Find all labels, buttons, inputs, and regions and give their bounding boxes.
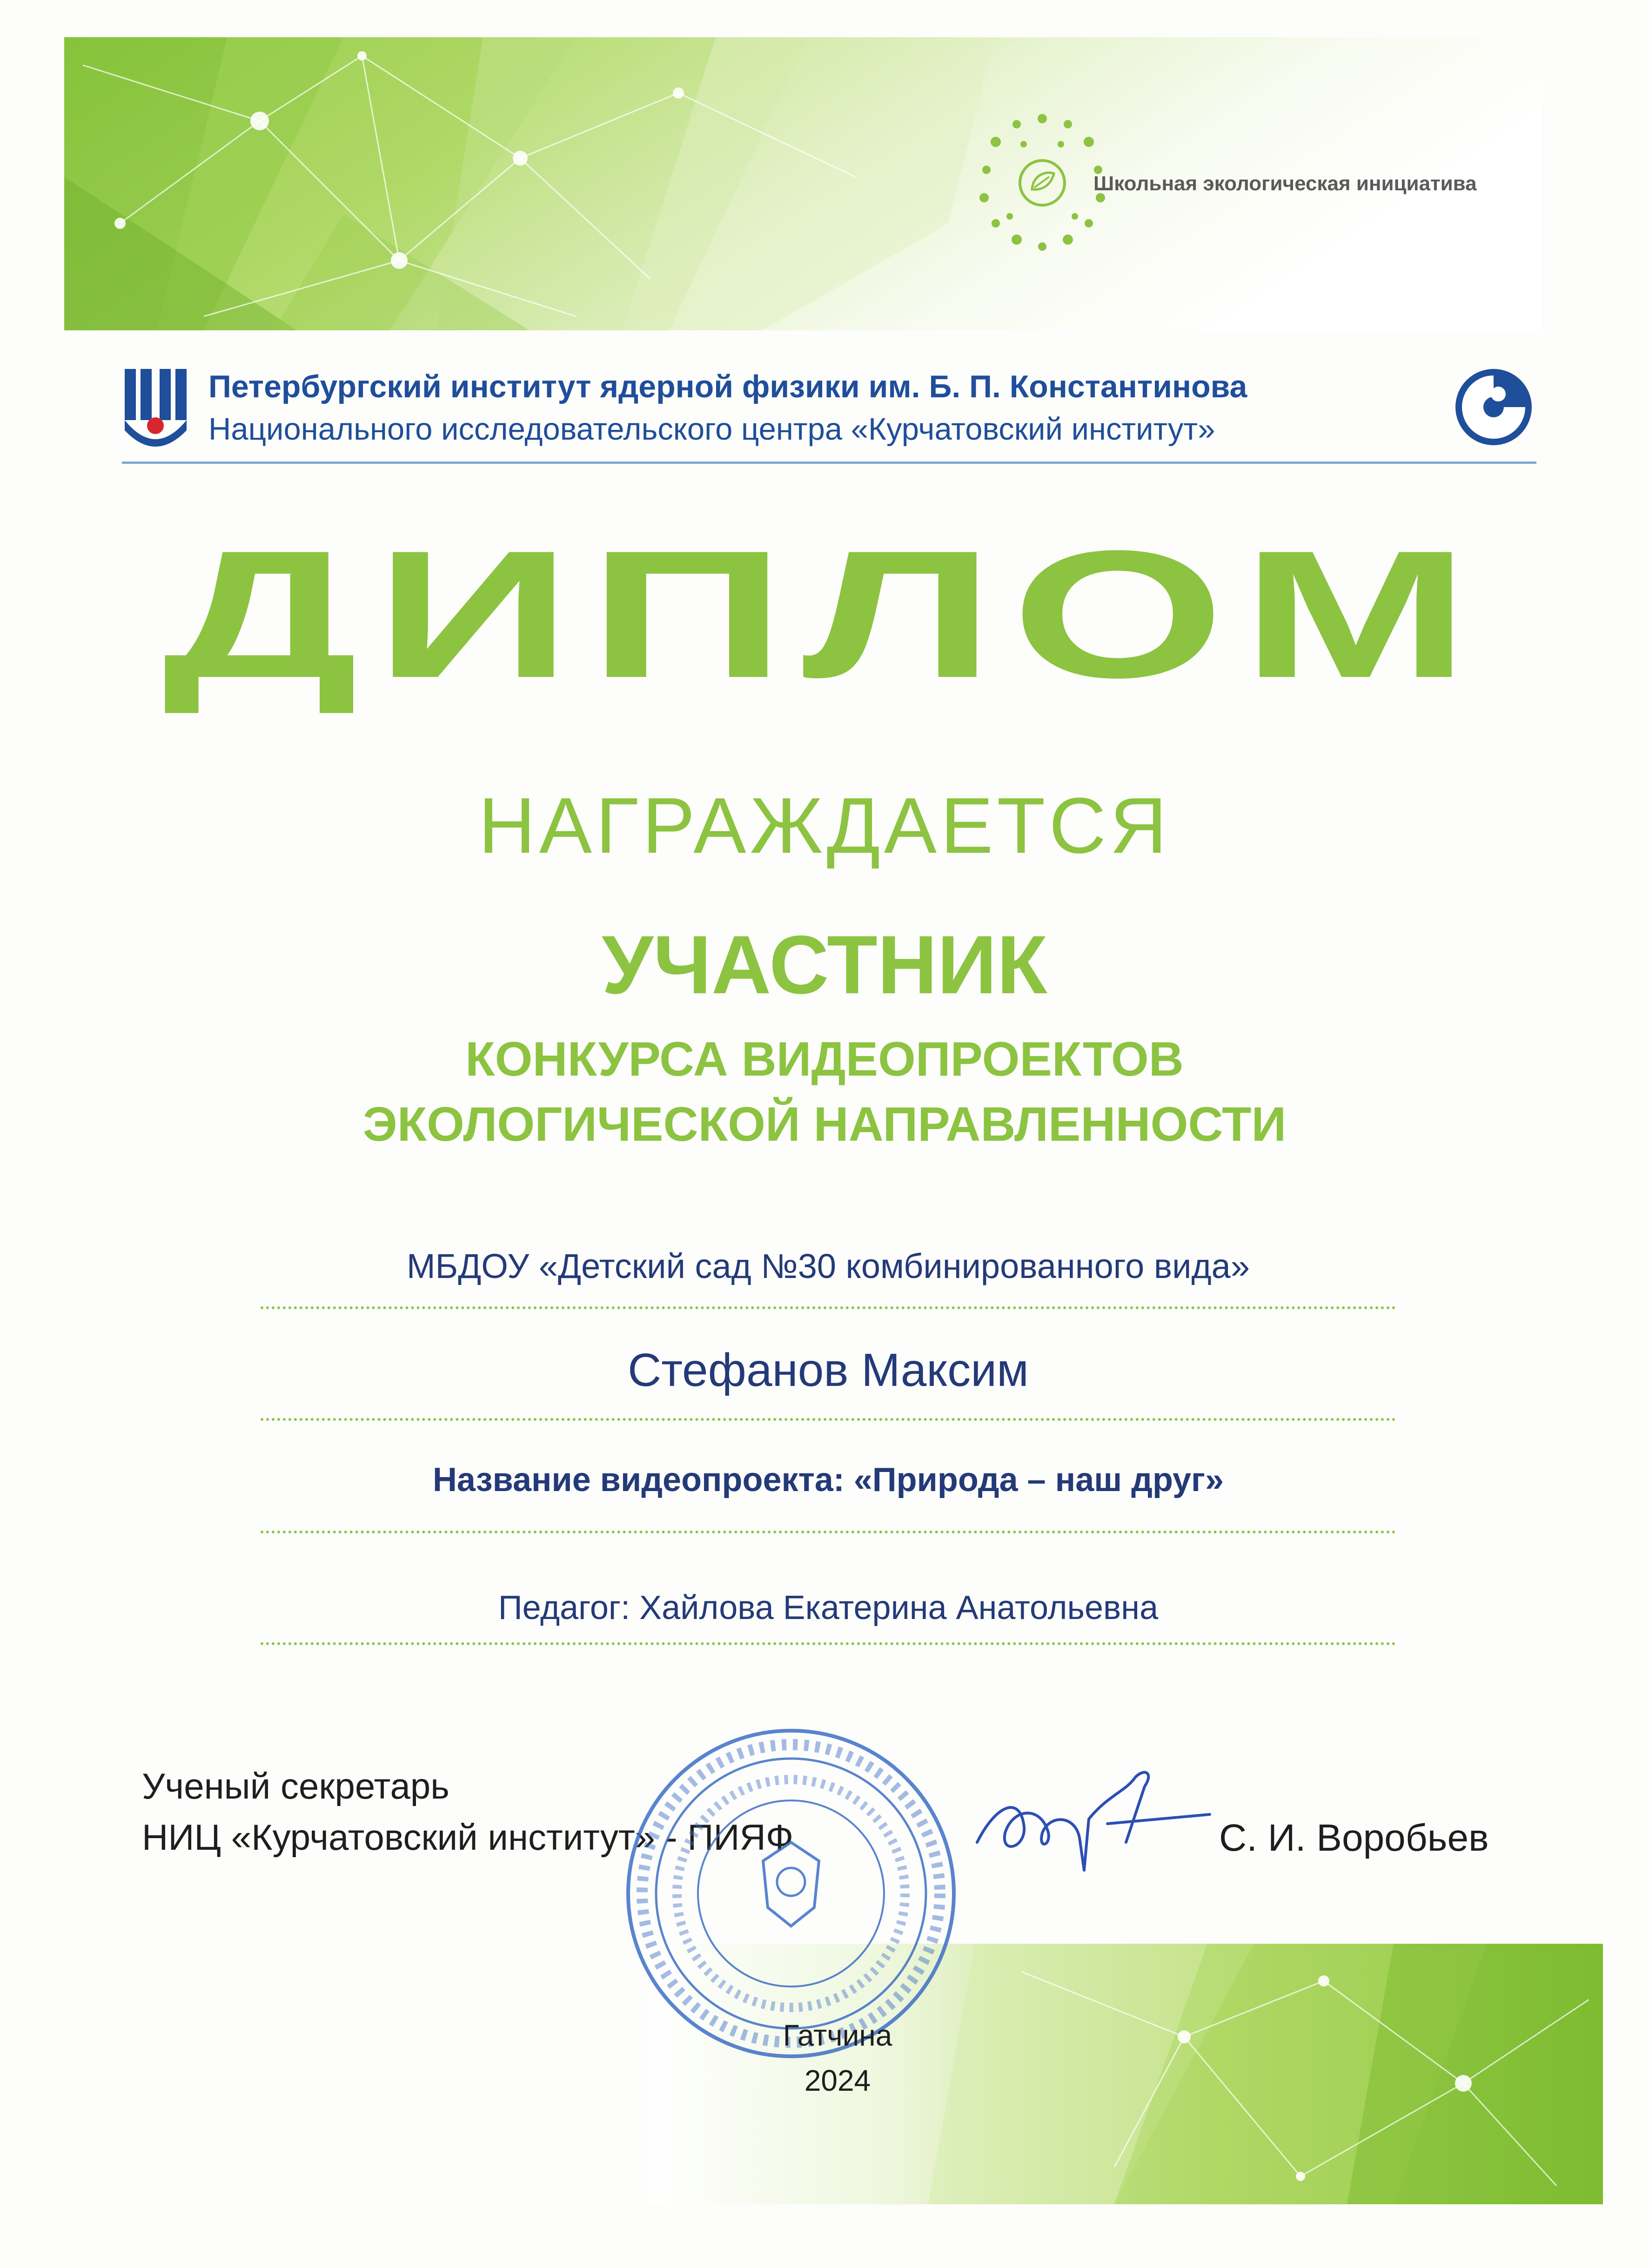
handwritten-signature-icon	[968, 1749, 1228, 1889]
teacher-field: Педагог: Хайлова Екатерина Анатольевна	[498, 1589, 1159, 1626]
signer-role-line1: Ученый секретарь	[142, 1766, 449, 1806]
signer-name: С. И. Воробьев	[1219, 1817, 1489, 1859]
status-heading: УЧАСТНИК	[602, 918, 1047, 1011]
year-label: 2024	[804, 2064, 871, 2097]
dotted-line	[261, 1531, 1396, 1533]
project-title-field: Название видеопроекта: «Природа – наш друг»	[432, 1461, 1224, 1499]
kurchatov-logo-icon	[1452, 365, 1535, 449]
institute-name-line2: Национального исследовательского центра «Курчатовский институт»	[208, 412, 1215, 447]
institute-name-line1: Петербургский институт ядерной физики им. Б. П. Константинова	[208, 369, 1247, 404]
school-field: МБДОУ «Детский сад №30 комбинированного вида»	[407, 1247, 1250, 1285]
diploma-title: ДИПЛОМ	[162, 512, 1487, 716]
contest-title-line2: ЭКОЛОГИЧЕСКОЙ НАПРАВЛЕННОСТИ	[362, 1097, 1287, 1151]
signer-role-line2: НИЦ «Курчатовский институт» - ПИЯФ	[142, 1817, 794, 1858]
dotted-line	[261, 1642, 1396, 1645]
contest-title-line1: КОНКУРСА ВИДЕОПРОЕКТОВ	[465, 1032, 1184, 1086]
official-stamp-icon	[619, 1721, 963, 2066]
eco-initiative-title: Школьная экологическая инициатива	[1093, 172, 1477, 195]
dotted-line	[261, 1418, 1396, 1421]
header-divider	[122, 462, 1536, 464]
participant-name-field: Стефанов Максим	[628, 1344, 1029, 1396]
pnpi-logo-icon	[122, 365, 189, 451]
dotted-line	[261, 1306, 1396, 1309]
city-label: Гатчина	[783, 2019, 892, 2052]
awarded-heading: НАГРАЖДАЕТСЯ	[478, 782, 1171, 870]
